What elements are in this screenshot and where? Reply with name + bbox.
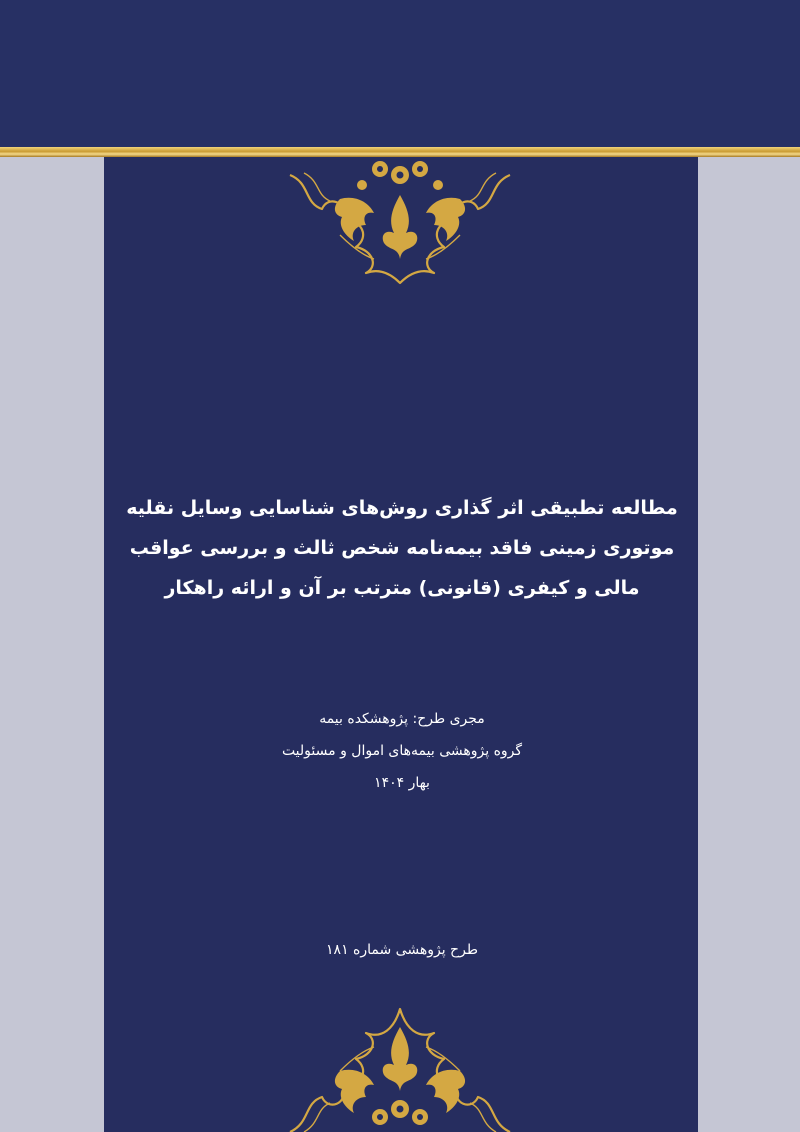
title-line-2: موتوری زمینی فاقد بیمه‌نامه شخص ثالث و بررسی عواقب <box>129 537 675 559</box>
report-metadata <box>124 703 680 799</box>
bottom-arabesque-ornament-icon <box>270 1005 530 1132</box>
center-cover-panel <box>104 157 698 1132</box>
top-navy-band <box>0 0 800 147</box>
top-arabesque-ornament-icon <box>270 155 530 285</box>
date-line: بهار ۱۴۰۴ <box>374 775 430 791</box>
executor-line: مجری طرح: پژوهشکده بیمه <box>319 711 485 727</box>
research-group-line: گروه پژوهشی بیمه‌های اموال و مسئولیت <box>281 743 523 759</box>
title-line-1: مطالعه تطبیقی اثر گذاری روش‌های شناسایی وسایل نقلیه <box>126 497 678 519</box>
title-line-3: مالی و کیفری (قانونی) مترتب بر آن و ارائه راهکار <box>164 577 640 599</box>
report-title <box>124 488 680 608</box>
plan-number-line: طرح پژوهشی شماره ۱۸۱ <box>326 942 478 958</box>
